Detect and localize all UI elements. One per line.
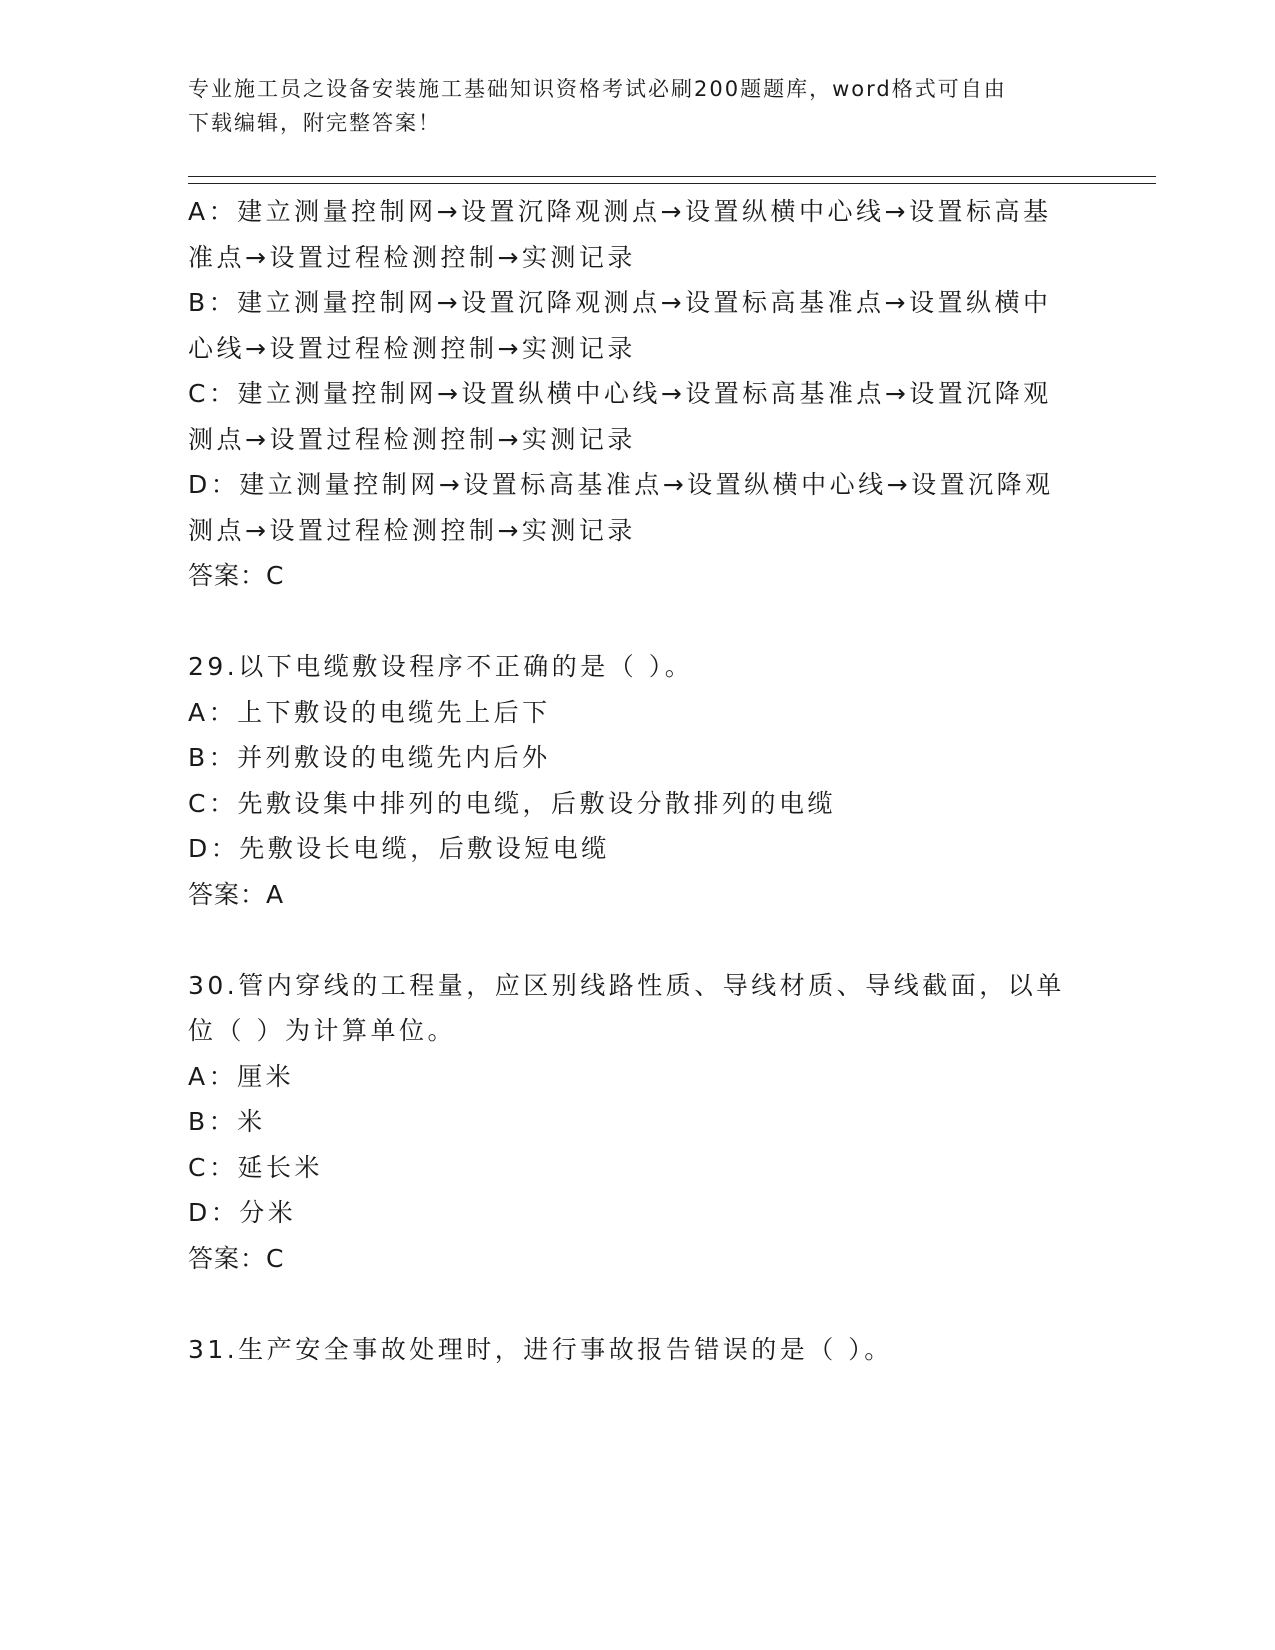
q28-option-a-line-2: 准点→设置过程检测控制→实测记录 <box>188 242 636 272</box>
q30-option-a: A：厘米 <box>188 1061 295 1091</box>
q28-answer: 答案：C <box>188 561 285 590</box>
q30-answer: 答案：C <box>188 1243 285 1273</box>
spacer <box>188 599 1088 645</box>
q29-option-b: B：并列敷设的电缆先内后外 <box>188 743 551 772</box>
q28-option-d-line-2: 测点→设置过程检测控制→实测记录 <box>188 515 636 545</box>
header-double-rule <box>188 176 1156 184</box>
question-30-block <box>188 963 1088 1282</box>
q30-option-b: B：米 <box>188 1107 266 1136</box>
header-title-line-2: 下载编辑，附完整答案！ <box>188 111 441 135</box>
spacer <box>188 917 1088 963</box>
question-31-block <box>188 1327 1088 1373</box>
q28-option-b-line-1: B：建立测量控制网→设置沉降观测点→设置标高基准点→设置纵横中 <box>188 288 1052 317</box>
header-title-line-1: 专业施工员之设备安装施工基础知识资格考试必刷200题题库，word格式可自由 <box>188 77 1007 101</box>
q29-option-c: C：先敷设集中排列的电缆，后敷设分散排列的电缆 <box>188 788 836 818</box>
q29-answer: 答案：A <box>188 879 285 909</box>
q28-option-b-line-2: 心线→设置过程检测控制→实测记录 <box>188 333 636 363</box>
q30-stem-line-2: 位（ ）为计算单位。 <box>188 1016 456 1045</box>
q30-option-d: D：分米 <box>188 1198 297 1227</box>
spacer <box>188 1281 1088 1327</box>
q31-stem: 31.生产安全事故处理时，进行事故报告错误的是（ ）。 <box>188 1334 893 1364</box>
q28-option-d-line-1: D：建立测量控制网→设置标高基准点→设置纵横中心线→设置沉降观 <box>188 470 1054 499</box>
q28-option-c-line-2: 测点→设置过程检测控制→实测记录 <box>188 424 636 454</box>
document-body <box>188 189 1088 1372</box>
q30-option-c: C：延长米 <box>188 1152 323 1182</box>
document-header <box>188 72 1068 140</box>
question-29-block <box>188 644 1088 917</box>
question-28-block <box>188 189 1088 599</box>
q29-option-a: A：上下敷设的电缆先上后下 <box>188 697 551 727</box>
q28-option-a-line-1: A：建立测量控制网→设置沉降观测点→设置纵横中心线→设置标高基 <box>188 197 1052 226</box>
q29-option-d: D：先敷设长电缆，后敷设短电缆 <box>188 834 610 863</box>
q30-stem-line-1: 30.管内穿线的工程量，应区别线路性质、导线材质、导线截面，以单 <box>188 970 1065 1000</box>
q28-option-c-line-1: C：建立测量控制网→设置纵横中心线→设置标高基准点→设置沉降观 <box>188 379 1052 408</box>
q29-stem: 29.以下电缆敷设程序不正确的是（ ）。 <box>188 652 694 681</box>
